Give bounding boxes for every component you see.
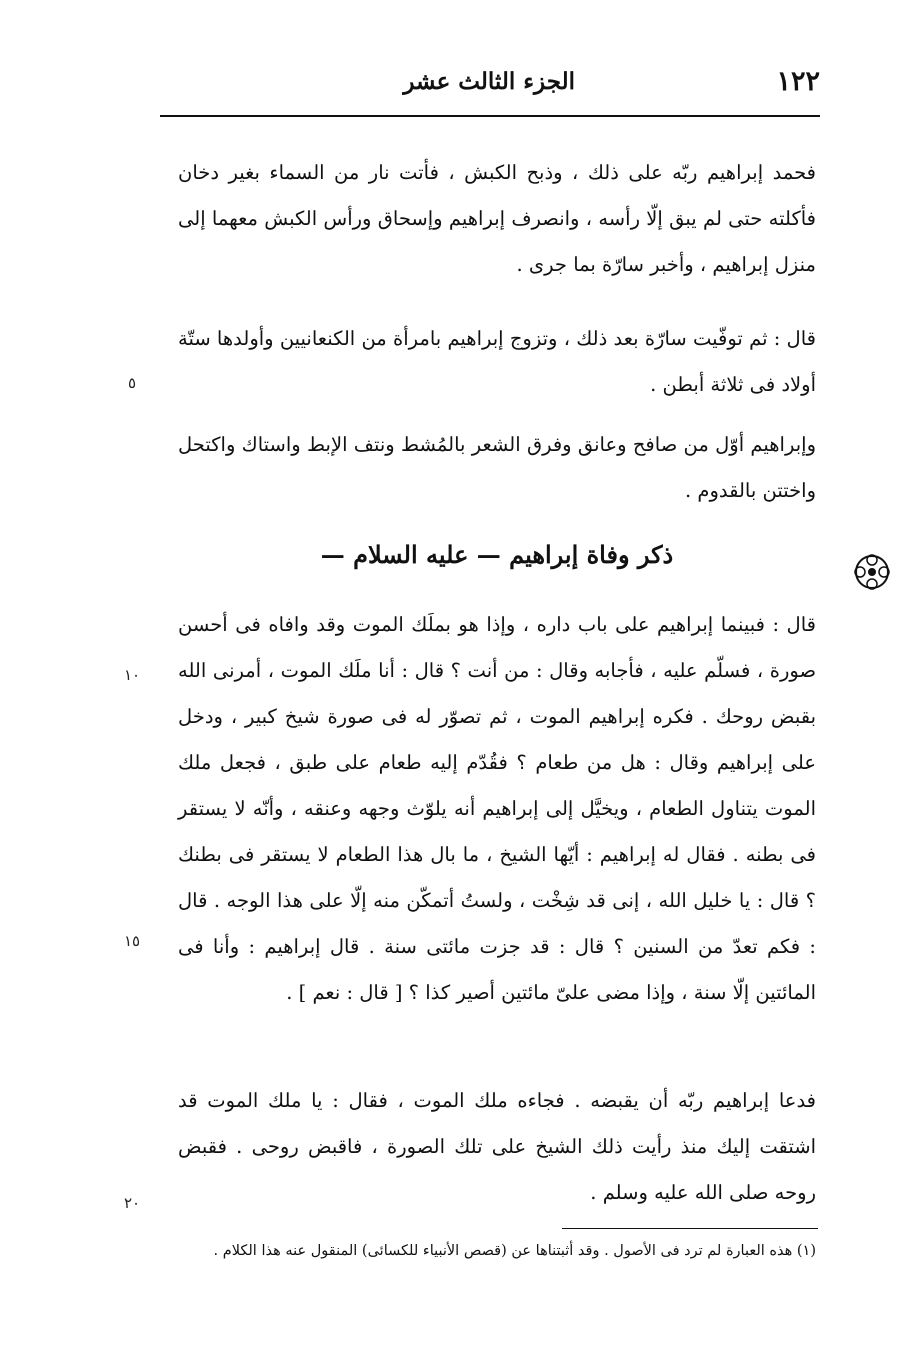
paragraph-text: فدعا إبراهيم ربّه أن يقبضه . فجاءه ملك الموت ، فقال : يا ملك الموت قد اشتقت إليك منذ رأيت ذلك الشيخ على تلك الصورة ، فاقبض روحى . فقبض روحه صلى الله عليه وسلم .	[178, 1089, 816, 1204]
flower-ornament-icon	[850, 550, 894, 594]
paragraph-2	[178, 316, 816, 408]
footnote-rule	[562, 1228, 818, 1229]
part-title: الجزء الثالث عشر	[403, 68, 575, 95]
paragraph-text: وإبراهيم أوّل من صافح وعانق وفرق الشعر بالمُشط ونتف الإبط واستاك واكتحل واختتن بالقدوم .	[178, 433, 816, 502]
header-rule	[160, 115, 820, 117]
paragraph-1	[178, 150, 816, 288]
line-number: ٢٠	[123, 1194, 141, 1212]
line-number: ١٠	[123, 666, 141, 684]
paragraph-text: قال : ثم توفّيت سارّة بعد ذلك ، وتزوج إبراهيم بامرأة من الكنعانيين وأولدها ستّة أولاد فى ثلاثة أبطن .	[178, 327, 816, 396]
paragraph-text: قال : فبينما إبراهيم على باب داره ، وإذا هو بملَك الموت وقد وافاه فى أحسن صورة ، فسلّم عليه ، فأجابه وقال : من أنت ؟ قال : أنا ملَك الموت ، أمرنى الله بقبض روحك . فكره إبراهيم الموت ، ثم تصوّر له فى صورة شيخ كبير ، ودخل على إبراهيم وقال : هل من طعام ؟ فقُدّم إليه طعام على طبق ، فجعل ملك الموت يتناول الطعام ، ويخيَّل إلى إبراهيم أنه يلوّث وجهه وعنقه ، وأنّه لا يستقر فى بطنه . فقال له إبراهيم : أيّها الشيخ ، ما بال هذا الطعام لا يستقر فى بطنك ؟ قال : يا خليل الله ، إنى قد شِخْت ، ولستُ أتمكّن منه إلّا على هذا الوجه . قال : فكم تعدّ من السنين ؟ قال : قد جزت مائتى سنة . قال إبراهيم : وأنا فى المائتين إلّا سنة ، وإذا مضى علىّ مائتين أصير كذا ؟ [ قال : نعم ] .	[178, 613, 816, 1004]
page-number: ١٢٢	[776, 66, 820, 97]
paragraph-4	[178, 602, 816, 1016]
footnote: (١) هذه العبارة لم ترد فى الأصول . وقد أثبتناها عن (قصص الأنبياء للكسائى) المنقول عنه هذا الكلام .	[213, 1243, 816, 1259]
section-heading: ذكر وفاة إبراهيم — عليه السلام —	[320, 540, 674, 569]
paragraph-3	[178, 422, 816, 514]
line-number: ٥	[127, 374, 137, 392]
paragraph-text: فحمد إبراهيم ربّه على ذلك ، وذبح الكبش ، فأتت نار من السماء بغير دخان فأكلته حتى لم يبق إلّا رأسه ، وانصرف إبراهيم وإسحاق ورأس الكبش معهما إلى منزل إبراهيم ، وأخبر سارّة بما جرى .	[178, 161, 816, 276]
page-header	[160, 62, 820, 106]
line-number: ١٥	[123, 932, 141, 950]
paragraph-5	[178, 1078, 816, 1216]
